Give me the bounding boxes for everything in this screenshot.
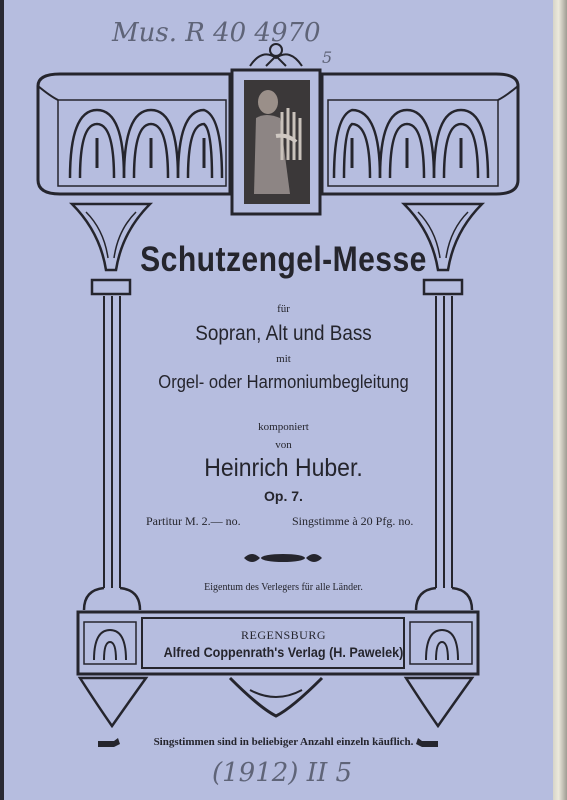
footnote: Singstimmen sind in beliebiger Anzahl einzeln käuflich. — [153, 736, 414, 748]
publisher-city: REGENSBURG — [240, 628, 326, 642]
shelfmark-top: Mus. R 40 4970 — [112, 18, 321, 48]
composer-name: Heinrich Huber. — [204, 454, 363, 482]
rights-notice: Eigentum des Verlegers für alle Länder. — [204, 582, 363, 593]
center-ornament — [244, 554, 322, 562]
price-voice: Singstimme à 20 Pfg. no. — [292, 514, 414, 528]
right-arch-motifs — [334, 110, 488, 178]
price-score: Partitur M. 2.— no. — [146, 514, 241, 528]
line-von: von — [275, 439, 292, 451]
voices: Sopran, Alt und Bass — [195, 322, 372, 345]
publisher-name: Alfred Coppenrath's Verlag (H. Pawelek) — [163, 644, 404, 660]
accompaniment: Orgel- oder Harmoniumbegleitung — [158, 372, 409, 392]
line-mit: mit — [276, 353, 291, 365]
page-title: Schutzengel-Messe — [140, 240, 427, 279]
angel-portrait-picture — [232, 70, 320, 214]
shelfmark-digit: 5 — [322, 48, 333, 67]
opus-number: Op. 7. — [264, 488, 303, 504]
left-arch-motifs — [70, 110, 222, 178]
shelfmark-bottom: (1912) II 5 — [212, 758, 353, 788]
line-komponiert: komponiert — [258, 421, 309, 433]
line-fur: für — [277, 303, 290, 315]
